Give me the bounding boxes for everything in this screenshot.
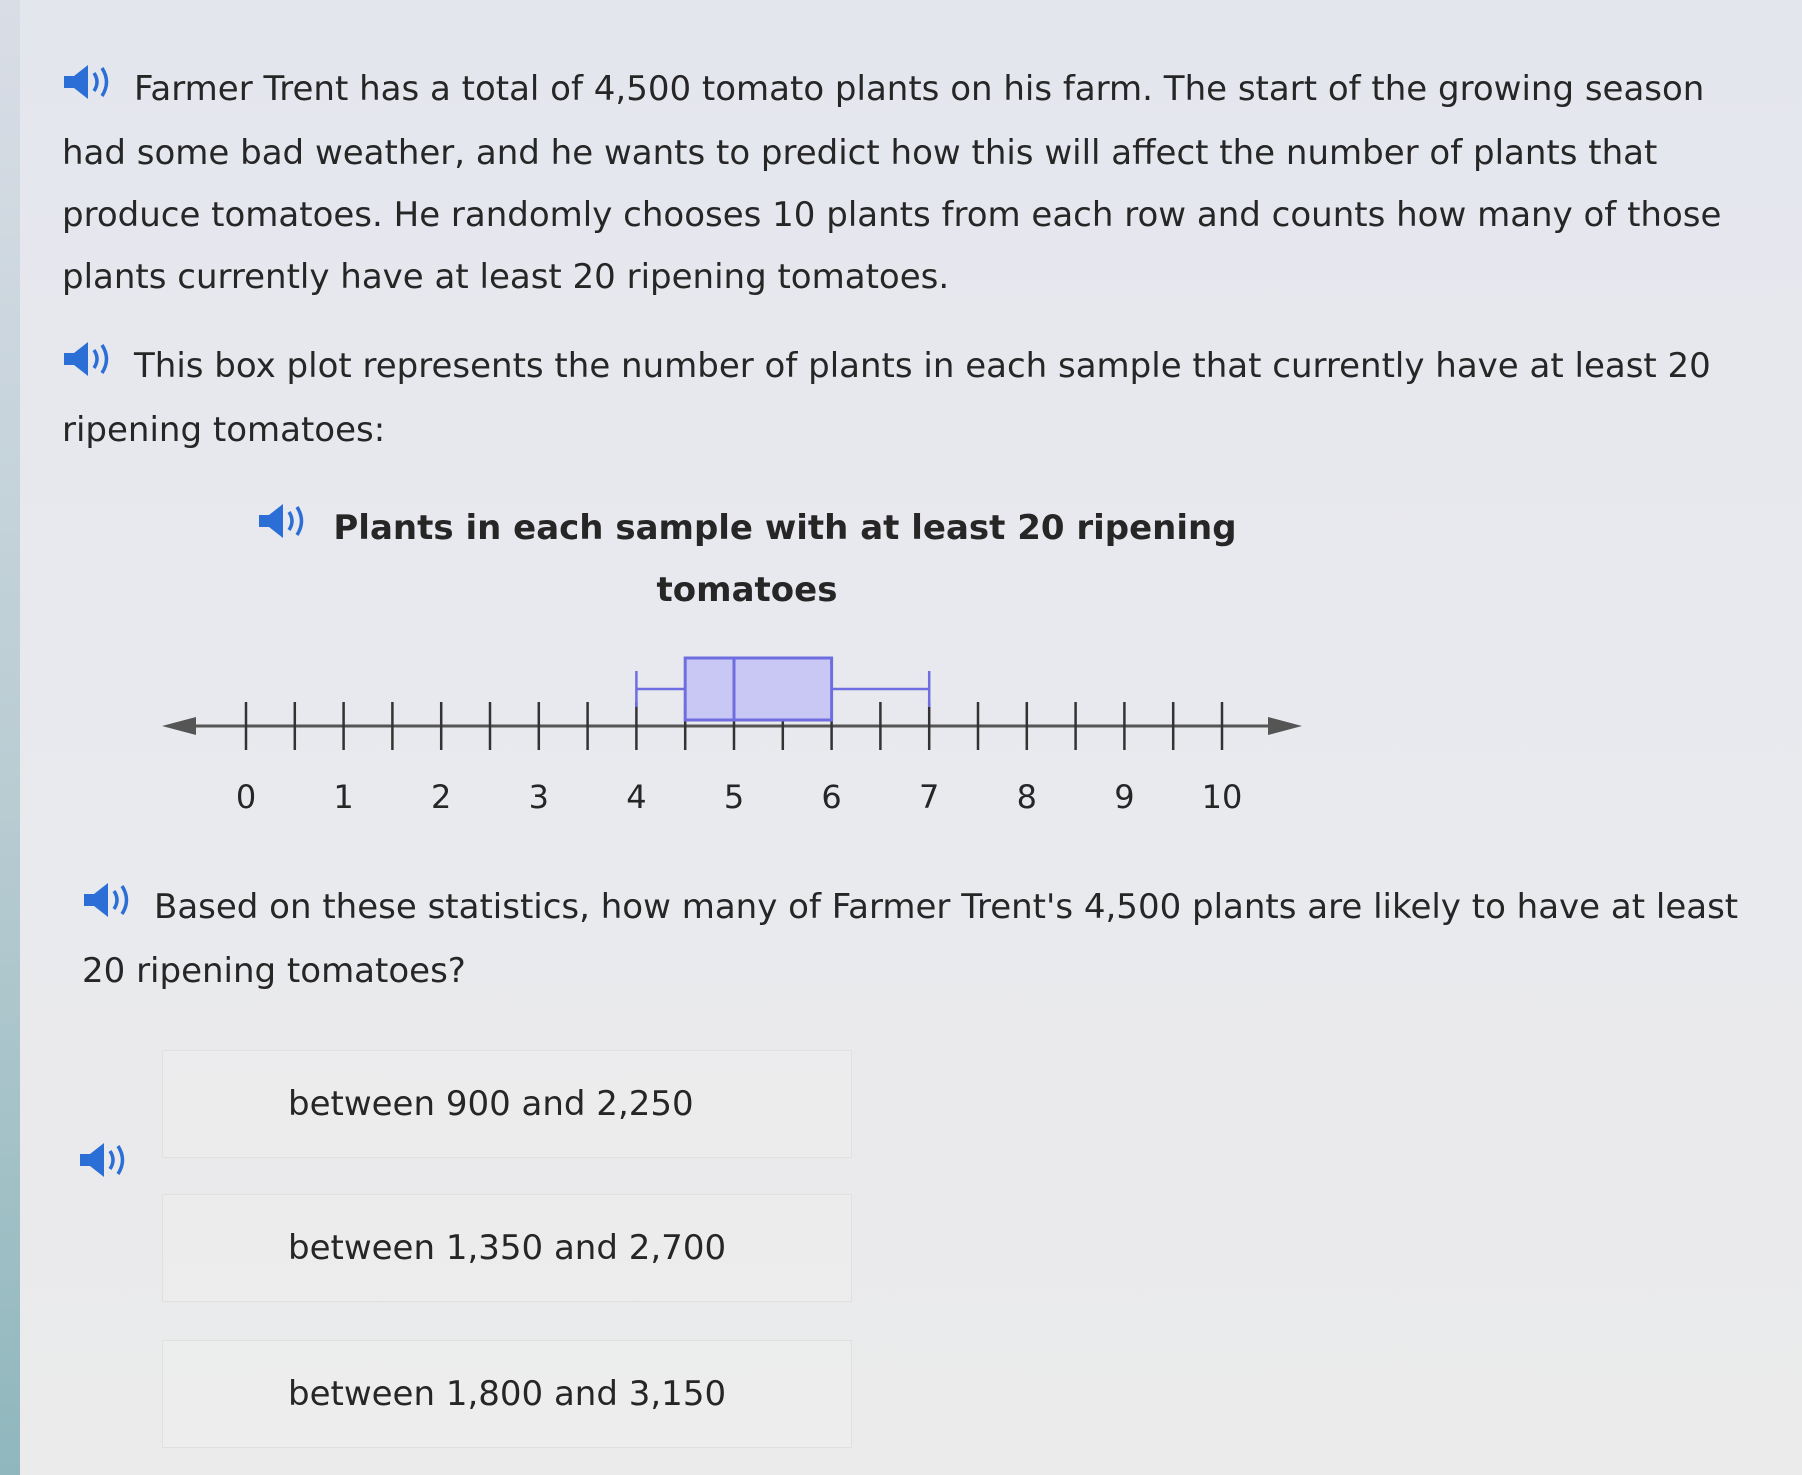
chart-title [222,498,1272,620]
tick-label: 4 [626,778,647,816]
tick-label: 0 [235,778,257,816]
answer-choice-3[interactable] [162,1340,852,1448]
tick-label: 2 [431,778,452,816]
answer-choice-1[interactable] [162,1050,852,1158]
left-window-edge [0,0,20,1475]
number-line-left-arrow [162,717,196,735]
tick-label: 8 [1016,778,1037,816]
speaker-icon[interactable] [62,60,118,122]
question-paragraph-1 [62,58,1742,308]
interquartile-box [685,658,831,720]
number-line-right-arrow [1268,717,1302,735]
answer-choice-label: between 1,350 and 2,700 [288,1228,727,1268]
speaker-icon[interactable] [62,337,118,399]
answer-choice-label: between 900 and 2,250 [288,1084,694,1124]
tick-label: 5 [723,778,745,816]
speaker-icon[interactable] [82,878,138,940]
prompt-text: Based on these statistics, how many of Farmer Trent's 4,500 plants are likely to have at least 20 ripening tomatoes? [82,887,1739,991]
question-paragraph-2 [62,335,1742,461]
speaker-icon[interactable] [78,1140,134,1184]
paragraph-1-text: Farmer Trent has a total of 4,500 tomato plants on his farm. The start of the growing season had some bad weather, and he wants to predict how this will affect the number of plants that produce tomatoes. He randomly chooses 10 plants from each row and counts how many of those plants currently have at least 20 ripening tomatoes. [62,69,1722,297]
tick-label: 7 [919,778,940,816]
speaker-icon[interactable] [257,500,313,560]
tick-label: 10 [1201,778,1243,816]
box-plot-chart [62,618,1362,898]
tick-label: 1 [333,778,354,816]
answer-choice-label: between 1,800 and 3,150 [288,1374,727,1414]
tick-label: 6 [821,778,842,816]
paragraph-2-text: This box plot represents the number of plants in each sample that currently have at least 20 ripening tomatoes: [62,346,1711,450]
question-prompt [82,876,1762,1002]
answer-choice-2[interactable] [162,1194,852,1302]
tick-label: 9 [1114,778,1135,816]
chart-title-text: Plants in each sample with at least 20 ripening tomatoes [333,508,1237,610]
tick-label: 3 [528,778,549,816]
